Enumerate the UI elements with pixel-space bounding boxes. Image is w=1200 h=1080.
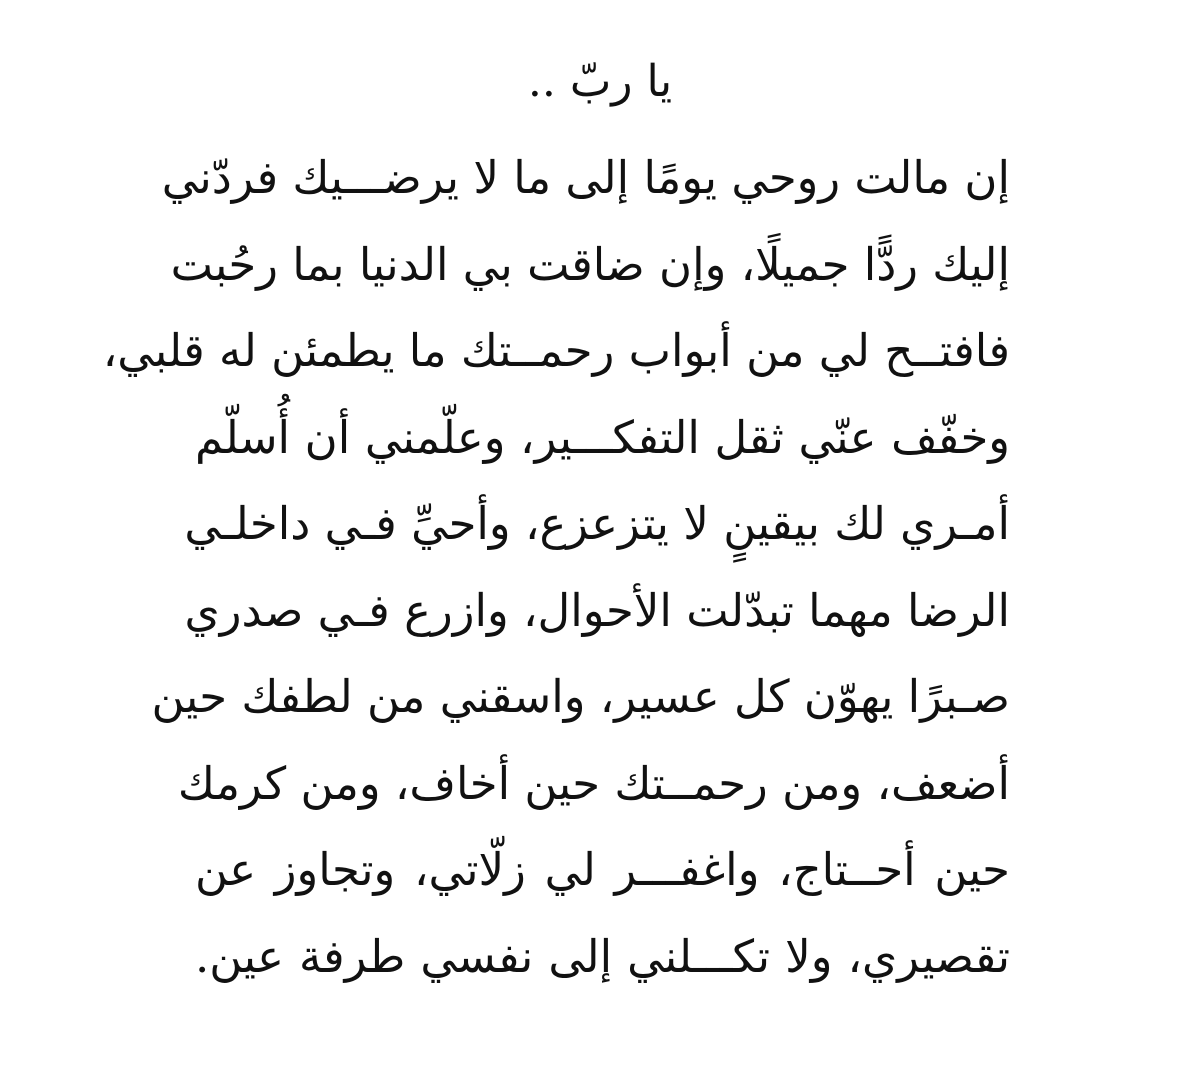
prayer-line: تقصيري، ولا تكـــلني إلى نفسي طرفة عين.	[195, 929, 1010, 983]
prayer-text	[102, 135, 1010, 1000]
prayer-line: الرضا مهما تبدّلت الأحوال، وازرع فـي صدري	[184, 583, 1010, 637]
prayer-line: أضعف، ومن رحمــتك حين أخاف، ومن كرمك	[177, 756, 1010, 810]
prayer-title: يا ربّ ..	[527, 56, 673, 107]
prayer-line: حين أحــتاج، واغفـــر لي زلّاتي، وتجاوز عن	[195, 843, 1010, 896]
prayer-line: صـبرًا يهوّن كل عسير، واسقني من لطفك حين	[151, 670, 1010, 723]
prayer-line: إليك ردًّا جميلًا، وإن ضاقت بي الدنيا بما رحُبت	[170, 237, 1010, 291]
prayer-line: إن مالت روحي يومًا إلى ما لا يرضـــيك فردّني	[161, 151, 1010, 204]
prayer-line: أمـري لك بيقينٍ لا يتزعزع، وأحيِّ فـي داخلـي	[184, 497, 1010, 550]
prayer-line: فافتــح لي من أبواب رحمــتك ما يطمئن له قلبي،	[102, 324, 1010, 377]
prayer-line: وخفّف عنّي ثقل التفكـــير، وعلّمني أن أُسلّم	[195, 410, 1010, 464]
